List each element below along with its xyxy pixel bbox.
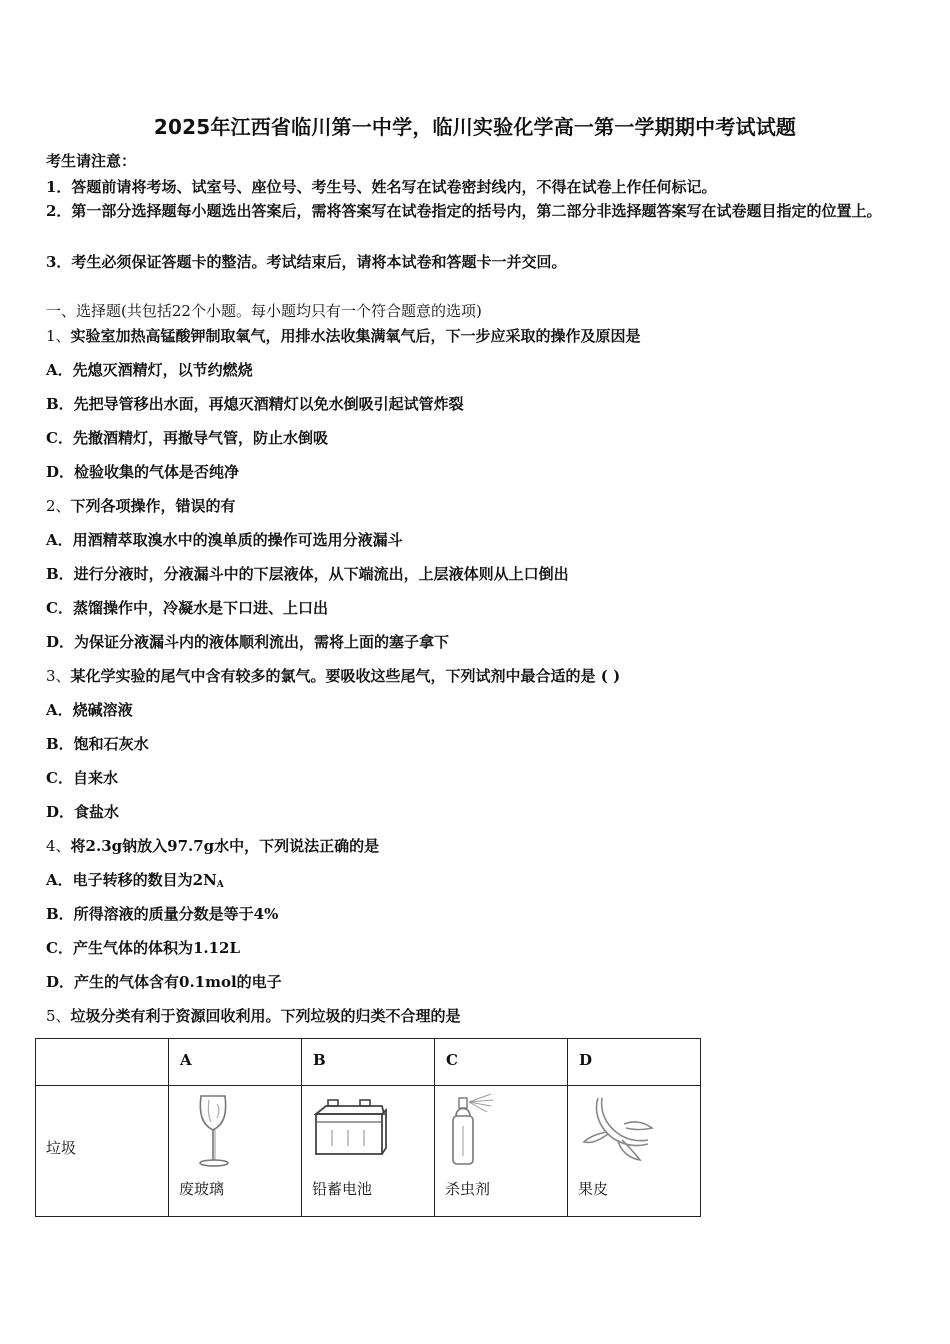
q3-option-b: B．饱和石灰水 [46, 735, 149, 753]
question-2 [46, 496, 236, 516]
table-row [36, 1086, 701, 1217]
q1-option-a: A．先熄灭酒精灯，以节约燃烧 [46, 361, 253, 379]
table-header-cell [36, 1039, 169, 1086]
trash-table [35, 1038, 701, 1217]
q1-option-c: C．先撤酒精灯，再撤导气管，防止水倒吸 [46, 429, 328, 447]
table-cell [568, 1086, 701, 1217]
question-number: 2、 [46, 497, 71, 515]
question-number: 1、 [46, 327, 71, 345]
q3-option-a: A．烧碱溶液 [46, 701, 133, 719]
question-stem: 某化学实验的尾气中含有较多的氯气。要吸收这些尾气，下列试剂中最合适的是 ( ) [70, 667, 621, 685]
question-5 [46, 1006, 461, 1026]
banana-peel-icon [578, 1090, 658, 1170]
table-cell [302, 1086, 435, 1217]
table-header-row [36, 1039, 701, 1086]
q2-option-c: C．蒸馏操作中，冷凝水是下口进、上口出 [46, 599, 328, 617]
q4-option-b: B．所得溶液的质量分数是等于4% [46, 905, 279, 923]
item-caption: 果皮 [578, 1180, 609, 1198]
subscript: A [216, 880, 224, 890]
question-number: 5、 [46, 1007, 71, 1025]
notice-item-3: 3．考生必须保证答题卡的整洁。考试结束后，请将本试卷和答题卡一并交回。 [46, 253, 567, 271]
question-stem: 将2.3g钠放入97.7g水中，下列说法正确的是 [70, 837, 380, 855]
wine-glass-icon [179, 1090, 259, 1170]
question-4 [46, 836, 379, 856]
question-1 [46, 326, 641, 346]
q3-option-c: C．自来水 [46, 769, 118, 787]
q4-option-a [46, 870, 224, 895]
q1-option-b: B．先把导管移出水面，再熄灭酒精灯以免水倒吸引起试管炸裂 [46, 395, 464, 413]
notice-item-2: 2．第一部分选择题每小题选出答案后，需将答案写在试卷指定的括号内，第二部分非选择题答案写在试卷题目指定的位置上。 [46, 202, 882, 220]
question-3 [46, 666, 620, 686]
q2-option-b: B．进行分液时，分液漏斗中的下层液体，从下端流出，上层液体则从上口倒出 [46, 565, 569, 583]
question-stem: 实验室加热高锰酸钾制取氧气，用排水法收集满氧气后，下一步应采取的操作及原因是 [70, 327, 641, 345]
q4-option-d: D．产生的气体含有0.1mol的电子 [46, 973, 282, 991]
table-header-cell: D [568, 1039, 701, 1086]
table-header-cell: C [435, 1039, 568, 1086]
section-heading: 一、选择题(共包括22个小题。每小题均只有一个符合题意的选项) [46, 302, 482, 320]
q2-option-a: A．用酒精萃取溴水中的溴单质的操作可选用分液漏斗 [46, 531, 403, 549]
question-number: 4、 [46, 837, 71, 855]
page-title: 2025年江西省临川第一中学，临川实验化学高一第一学期期中考试试题 [153, 115, 797, 139]
question-stem: 垃圾分类有利于资源回收利用。下列垃圾的归类不合理的是 [70, 1007, 461, 1025]
q2-option-d: D．为保证分液漏斗内的液体顺利流出，需将上面的塞子拿下 [46, 633, 450, 651]
battery-icon [312, 1090, 392, 1170]
table-cell [36, 1086, 169, 1217]
notice-heading: 考生请注意： [46, 152, 137, 170]
question-number: 3、 [46, 667, 71, 685]
item-caption: 铅蓄电池 [312, 1180, 373, 1198]
table-cell [169, 1086, 302, 1217]
spray-can-icon [445, 1090, 525, 1170]
table-cell [435, 1086, 568, 1217]
question-stem: 下列各项操作，错误的有 [70, 497, 236, 515]
table-header-cell: A [169, 1039, 302, 1086]
q1-option-d: D．检验收集的气体是否纯净 [46, 463, 240, 481]
item-caption: 废玻璃 [179, 1180, 225, 1198]
row-label: 垃圾 [46, 1139, 77, 1157]
option-text: A．电子转移的数目为2N [46, 871, 217, 889]
q4-option-c: C．产生气体的体积为1.12L [46, 939, 241, 957]
item-caption: 杀虫剂 [445, 1180, 491, 1198]
table-header-cell: B [302, 1039, 435, 1086]
q3-option-d: D．食盐水 [46, 803, 120, 821]
notice-item-1: 1．答题前请将考场、试室号、座位号、考生号、姓名写在试卷密封线内，不得在试卷上作任何标记。 [46, 178, 717, 196]
